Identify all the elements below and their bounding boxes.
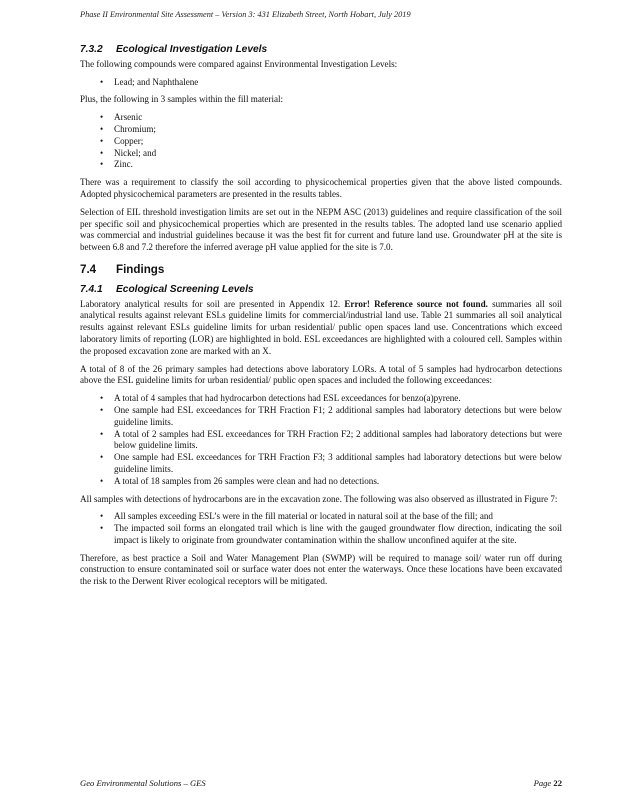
- heading-number: 7.4.1: [80, 283, 103, 295]
- paragraph: Selection of EIL threshold investigation limits are set out in the NEPM ASC (2013) guidelines and require classification of the soil per specific soil and physicochemical properties which are presented in the results tables. The adopted land use scenario applied was commercial and industrial guidelines because it was the best fit for current and future land use. Groundwater pH at the site is between 6.8 and 7.2 therefore the inferred average pH value applied for the site is 7.0.: [80, 206, 562, 253]
- footer-page: [534, 778, 562, 788]
- paragraph: The following compounds were compared against Environmental Investigation Levels:: [80, 58, 398, 69]
- list-item: • The impacted soil forms an elongated trail which is line with the gauged groundwater flow direction, indicating the soil impact is likely to originate from groundwater contamination within the shallow unconfined aquifer at the site.: [80, 523, 562, 547]
- list-item: • Chromium;: [80, 124, 562, 136]
- observation-list: [80, 511, 562, 546]
- list-item: • Arsenic: [80, 112, 562, 124]
- list-item: • One sample had ESL exceedances for TRH Fraction F3; 3 additional samples had laboratory detections but were below guideline limits.: [80, 452, 562, 476]
- list-item: • All samples exceeding ESL’s were in the fill material or located in natural soil at the base of the fill; and: [80, 511, 562, 523]
- list-item: • A total of 4 samples that had hydrocarbon detections had ESL exceedances for benzo(a)pyrene.: [80, 393, 562, 405]
- heading-title: Ecological Investigation Levels: [116, 44, 268, 55]
- heading-number: 7.3.2: [80, 44, 103, 55]
- paragraph: [80, 299, 562, 358]
- running-header: Phase II Environmental Site Assessment – Version 3: 431 Elizabeth Street, North Hobart, July 2019: [80, 10, 411, 19]
- paragraph: Therefore, as best practice a Soil and Water Management Plan (SWMP) will be required to manage soil/ water run off during construction to ensure contaminated soil or surface water does not enter the waterways. Once these locations have been excavated the risk to the Derwent River ecological receptors will be mitigated.: [80, 552, 562, 587]
- heading-title: Ecological Screening Levels: [116, 283, 254, 295]
- list-item: • A total of 2 samples had ESL exceedances for TRH Fraction F2; 2 additional samples had laboratory detections but were below guideline limits.: [80, 429, 562, 453]
- page-content: [80, 44, 562, 594]
- list-item: • One sample had ESL exceedances for TRH Fraction F1; 2 additional samples had laboratory detections but were below guideline limits.: [80, 405, 562, 429]
- heading-title: Findings: [116, 262, 165, 276]
- fill-compound-list: [80, 112, 562, 171]
- page-label: Page: [533, 778, 552, 788]
- list-item: • Copper;: [80, 136, 562, 148]
- page-number: 22: [553, 778, 562, 788]
- list-item: • Zinc.: [80, 159, 562, 171]
- paragraph: A total of 8 of the 26 primary samples had detections above laboratory LORs. A total of 5 samples had hydrocarbon detections above the ESL guideline limits for urban residential/ public open spaces and included the following exceedances:: [80, 363, 562, 386]
- heading-number: 7.4: [80, 262, 97, 276]
- exceedance-list: [80, 393, 562, 487]
- heading-7-3-2: [80, 44, 562, 56]
- heading-7-4: [80, 264, 562, 276]
- list-item: • A total of 18 samples from 26 samples were clean and had no detections.: [80, 476, 562, 488]
- paragraph: There was a requirement to classify the soil according to physicochemical properties given that the above listed compounds. Adopted physicochemical parameters are presented in the results tables.: [80, 177, 562, 199]
- text-run: Laboratory analytical results for soil are presented in Appendix 12.: [80, 298, 345, 309]
- paragraph: All samples with detections of hydrocarbons are in the excavation zone. The following was also observed as illustrated in Figure 7:: [80, 493, 558, 504]
- list-item: • Lead; and Naphthalene: [80, 77, 562, 89]
- reference-error: Error! Reference source not found.: [344, 298, 488, 309]
- text-run: summaries all soil analytical results against relevant ESLs guideline limits for commercial/industrial land use. Table 21 summaries all soil analytical results against relevant ESLs guideline limits for urban residential/ public open spaces land use. Concentrations which exceed laboratory limits of reporting (LOR) are highlighted in bold. ESL exceedances are highlighted with a coloured cell. Samples within the proposed excavation zone are marked with an X.: [80, 298, 562, 356]
- list-item: • Nickel; and: [80, 148, 562, 160]
- paragraph: Plus, the following in 3 samples within the fill material:: [80, 94, 284, 105]
- compound-list: [80, 77, 562, 89]
- heading-7-4-1: [80, 284, 562, 296]
- footer-left: Geo Environmental Solutions – GES: [80, 778, 206, 788]
